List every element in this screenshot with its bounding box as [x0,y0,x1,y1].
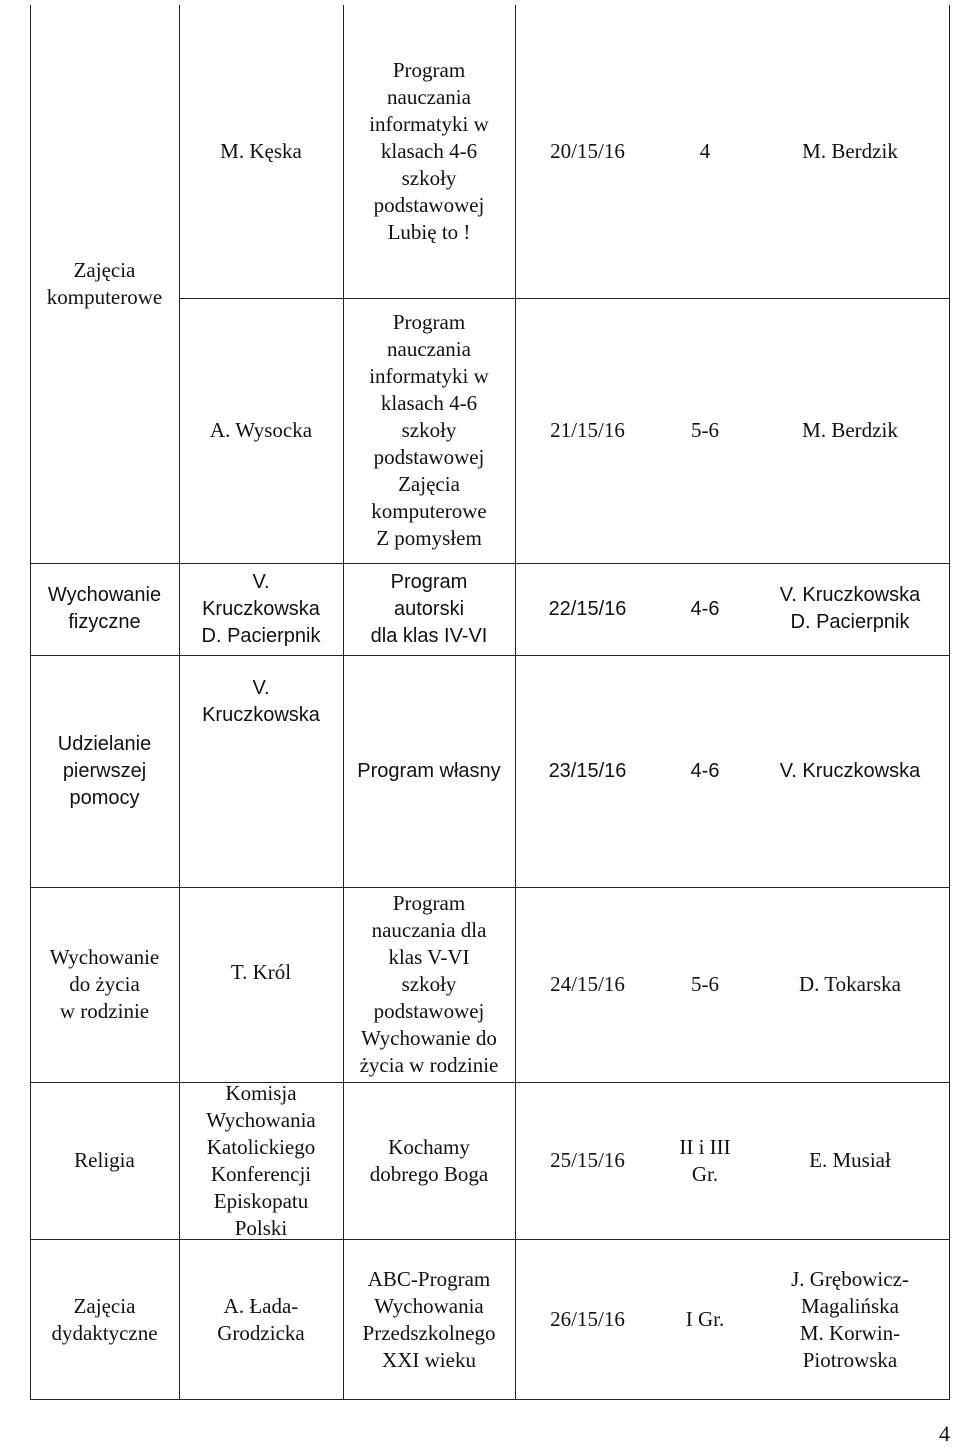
author-cell [179,563,343,655]
classes-cell [660,655,750,887]
classes-cell [660,298,750,563]
author-cell-text: T. Król [230,959,292,984]
number-cell-text: 25/15/16 [550,1148,625,1172]
number-cell [515,5,660,298]
subject-cell-text: Zajęcia komputerowe [46,258,163,309]
author-cell [179,675,343,887]
page-number: 4 [939,1421,950,1446]
teacher-cell [750,1239,950,1400]
number-cell-text: 21/15/16 [550,418,625,442]
author-cell [179,298,343,563]
teacher-cell [750,887,950,1082]
subject-cell [30,563,179,655]
author-cell [179,5,343,298]
program-cell [343,655,515,887]
author-cell-text: A. Wysocka [209,418,313,442]
subject-cell-text: Wychowanie fizyczne [47,584,162,633]
number-cell [515,655,660,887]
author-cell [179,1239,343,1400]
classes-cell-text: 4-6 [690,759,720,782]
author-cell-text: V. Kruczkowska [202,677,320,726]
classes-cell-text: II i III Gr. [679,1134,731,1186]
classes-cell-text: 5-6 [691,418,719,442]
teacher-cell-text: J. Grębowicz- Magalińska M. Korwin- Piotrowska [791,1266,909,1372]
author-cell [179,1082,343,1239]
classes-cell-text: 4 [699,139,711,163]
program-cell-text: ABC-Program Wychowania Przedszkolnego XXI wieku [362,1266,496,1372]
teacher-cell [750,655,950,887]
teacher-cell-text: D. Tokarska [799,972,901,996]
teacher-cell [750,298,950,563]
author-cell-text: V. Kruczkowska D. Pacierpnik [201,570,321,647]
subject-cell-text: Wychowanie do życia w rodzinie [49,945,160,1023]
number-cell [515,563,660,655]
subject-cell-text: Religia [74,1148,135,1172]
teacher-cell-text: M. Berdzik [802,139,898,163]
program-cell [343,1082,515,1239]
subject-cell [30,655,179,887]
subject-cell-text: Udzielanie pierwszej pomocy [57,732,152,809]
teacher-cell-text: V. Kruczkowska D. Pacierpnik [779,584,921,633]
author-cell [179,942,343,1002]
subject-cell [30,1082,179,1239]
author-cell-text: M. Kęska [220,139,302,163]
subject-cell [30,1239,179,1400]
classes-cell [660,1239,750,1400]
number-cell-text: 24/15/16 [550,972,625,996]
teacher-cell [750,563,950,655]
number-cell-text: 22/15/16 [548,597,627,620]
classes-cell-text: I Gr. [685,1307,725,1331]
program-cell-text: Program autorski dla klas IV-VI [370,570,488,647]
teacher-cell-text: M. Berdzik [802,418,898,442]
classes-cell-text: 5-6 [691,972,719,996]
program-cell-text: Program własny [357,759,501,782]
number-cell [515,298,660,563]
program-cell [343,887,515,1082]
classes-cell [660,563,750,655]
program-cell-text: Program nauczania dla klas V-VI szkoły podstawowej Wychowanie do życia w rodzinie [359,891,499,1077]
subject-cell [30,887,179,1082]
classes-cell [660,887,750,1082]
author-cell-text: Komisja Wychowania Katolickiego Konferencji Episkopatu Polski [206,1080,316,1240]
teacher-cell-text: V. Kruczkowska [779,759,921,782]
program-cell [343,1239,515,1400]
classes-cell-text: 4-6 [690,597,720,620]
teacher-cell-text: E. Musiał [809,1148,891,1172]
number-cell [515,1239,660,1400]
number-cell [515,887,660,1082]
classes-cell [660,5,750,298]
number-cell [515,1082,660,1239]
program-cell [343,563,515,655]
program-cell [343,298,515,563]
teacher-cell [750,1082,950,1239]
program-cell [343,5,515,298]
number-cell-text: 23/15/16 [548,759,627,782]
classes-cell [660,1082,750,1239]
program-cell-text: Kochamy dobrego Boga [369,1134,489,1186]
teacher-cell [750,5,950,298]
number-cell-text: 26/15/16 [550,1307,625,1331]
program-cell-text: Program nauczania informatyki w klasach 4-6 szkoły podstawowej Lubię to ! [369,58,489,244]
subject-cell-text: Zajęcia dydaktyczne [51,1293,158,1345]
author-cell-text: A. Łada- Grodzicka [217,1293,305,1345]
subject-cell [30,5,179,563]
program-cell-text: Program nauczania informatyki w klasach 4-6 szkoły podstawowej Zajęcia komputerowe Z pomysłem [369,310,489,550]
number-cell-text: 20/15/16 [550,139,625,163]
